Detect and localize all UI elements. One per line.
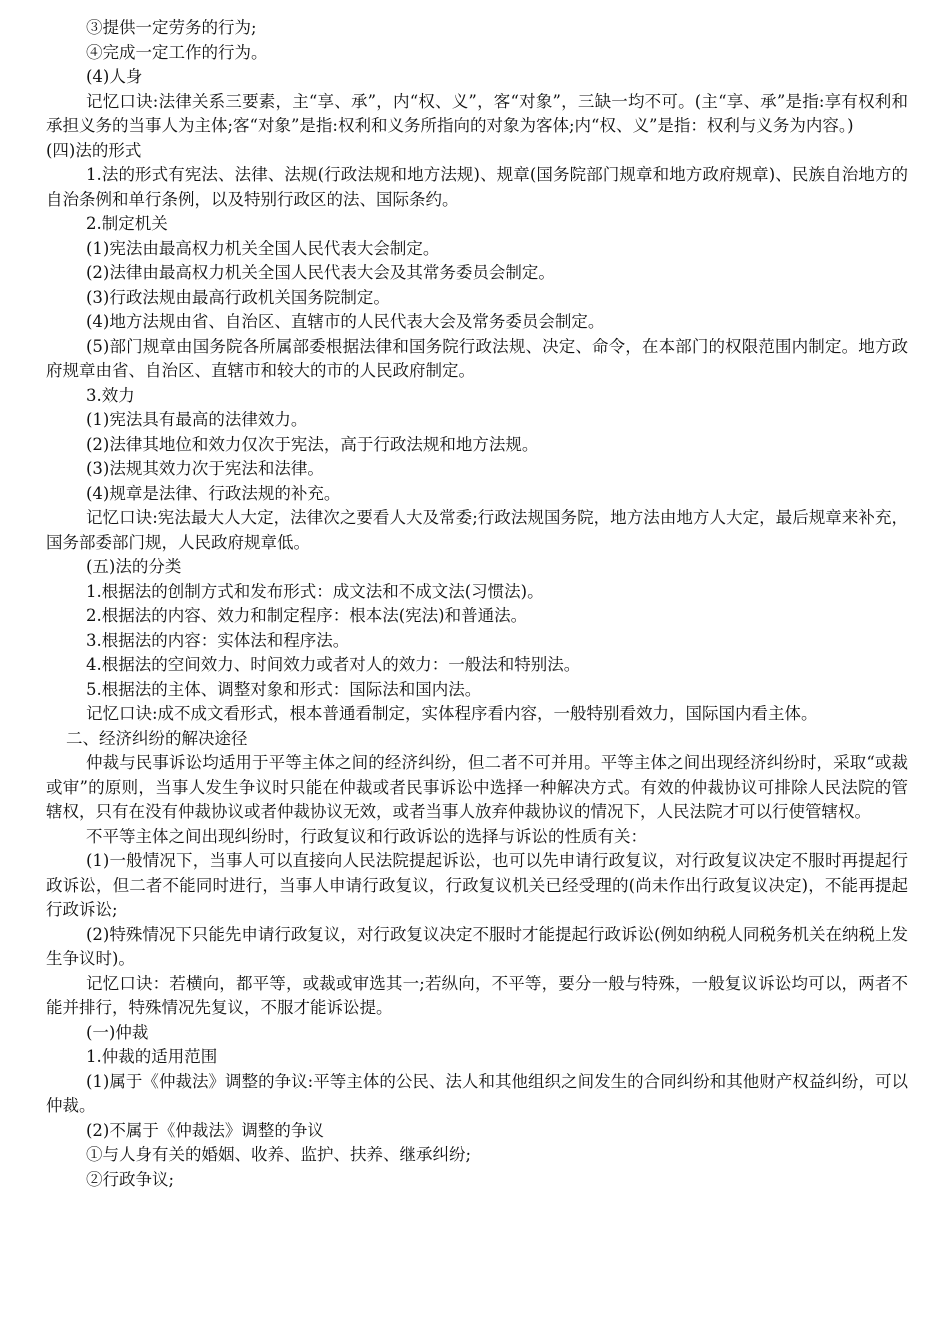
paragraph: (2)特殊情况下只能先申请行政复议，对行政复议决定不服时才能提起行政诉讼(例如纳税人同税务机关在纳税上发生争议时)。	[46, 924, 908, 968]
text-line: (4)地方法规由省、自治区、直辖市的人民代表大会及常务委员会制定。	[86, 312, 605, 331]
text-line: (3)法规其效力次于宪法和法律。	[86, 459, 324, 478]
text-line: 二、经济纠纷的解决途径	[66, 728, 248, 748]
text-line: 记忆口诀:成不成文看形式，根本普通看制定，实体程序看内容，一般特别看效力，国际国内看主体。	[86, 704, 818, 723]
text-line: 2.根据法的内容、效力和制定程序：根本法(宪法)和普通法。	[86, 606, 528, 625]
paragraph: (5)部门规章由国务院各所属部委根据法律和国务院行政法规、决定、命令，在本部门的权限范围内制定。地方政府规章由省、自治区、直辖市和较大的市的人民政府制定。	[46, 336, 908, 380]
text-line: 3.效力	[86, 385, 135, 405]
paragraph: 1.法的形式有宪法、法律、法规(行政法规和地方法规)、规章(国务院部门规章和地方政府规章)、民族自治地方的自治条例和单行条例，以及特别行政区的法、国际条约。	[46, 165, 908, 209]
paragraph: 仲裁与民事诉讼均适用于平等主体之间的经济纠纷，但二者不可并用。平等主体之间出现经济纠纷时，采取“或裁或审”的原则，当事人发生争议时只能在仲裁或者民事诉讼中选择一种解决方式。有效的仲裁协议可排除人民法院的管辖权，只有在没有仲裁协议或者仲裁协议无效，或者当事人放弃仲裁协议的情况下，人民法院才可以行使管辖权。	[46, 753, 908, 821]
paragraph: 记忆口诀:宪法最大人大定，法律次之要看人大及常委;行政法规国务院，地方法由地方人大定，最后规章来补充，国务部委部门规，人民政府规章低。	[46, 508, 908, 552]
text-line: (一)仲裁	[86, 1022, 149, 1042]
text-line: ③提供一定劳务的行为;	[86, 18, 257, 37]
text-line: 1.根据法的创制方式和发布形式：成文法和不成文法(习惯法)。	[86, 581, 544, 601]
paragraph: 记忆口诀：若横向，都平等，或裁或审选其一;若纵向，不平等，要分一般与特殊，一般复议诉讼均可以，两者不能并排行，特殊情况先复议，不服才能诉讼提。	[46, 973, 908, 1017]
text-line: (四)法的形式	[46, 140, 142, 160]
paragraph: (1)属于《仲裁法》调整的争议:平等主体的公民、法人和其他组织之间发生的合同纠纷和其他财产权益纠纷，可以仲裁。	[46, 1071, 908, 1115]
text-line: (1)宪法由最高权力机关全国人民代表大会制定。	[86, 238, 440, 258]
text-line: 1.仲裁的适用范围	[86, 1047, 218, 1066]
document-page	[46, 16, 908, 1192]
text-line: (2)法律由最高权力机关全国人民代表大会及其常务委员会制定。	[86, 263, 555, 282]
text-line: (2)不属于《仲裁法》调整的争议	[86, 1120, 324, 1140]
text-line: (五)法的分类	[86, 557, 182, 576]
text-line: (3)行政法规由最高行政机关国务院制定。	[86, 287, 390, 307]
text-line: 2.制定机关	[86, 214, 168, 233]
text-line: ②行政争议;	[86, 1169, 175, 1189]
text-line: (4)人身	[86, 67, 143, 86]
text-line: (2)法律其地位和效力仅次于宪法，高于行政法规和地方法规。	[86, 434, 539, 454]
paragraph: (1)一般情况下，当事人可以直接向人民法院提起诉讼，也可以先申请行政复议，对行政复议决定不服时再提起行政诉讼，但二者不能同时进行，当事人申请行政复议，行政复议机关已经受理的(尚未作出行政复议决定)，不能再提起行政诉讼;	[46, 851, 908, 919]
text-line: ①与人身有关的婚姻、收养、监护、扶养、继承纠纷;	[86, 1145, 472, 1164]
text-line: (4)规章是法律、行政法规的补充。	[86, 483, 341, 503]
text-line: 3.根据法的内容：实体法和程序法。	[86, 630, 350, 650]
text-line: 4.根据法的空间效力、时间效力或者对人的效力：一般法和特别法。	[86, 655, 581, 674]
text-line: 5.根据法的主体、调整对象和形式：国际法和国内法。	[86, 679, 482, 699]
text-line: (1)宪法具有最高的法律效力。	[86, 410, 308, 429]
text-line: ④完成一定工作的行为。	[86, 42, 268, 62]
paragraph: 记忆口诀:法律关系三要素，主“享、承”，内“权、义”，客“对象”，三缺一均不可。(主“享、承”是指:享有权利和承担义务的当事人为主体;客“对象”是指:权利和义务所指向的对象为客体;内“权、义”是指：权利与义务为内容。)	[46, 91, 908, 135]
text-line: 不平等主体之间出现纠纷时，行政复议和行政诉讼的选择与诉讼的性质有关：	[86, 826, 647, 846]
